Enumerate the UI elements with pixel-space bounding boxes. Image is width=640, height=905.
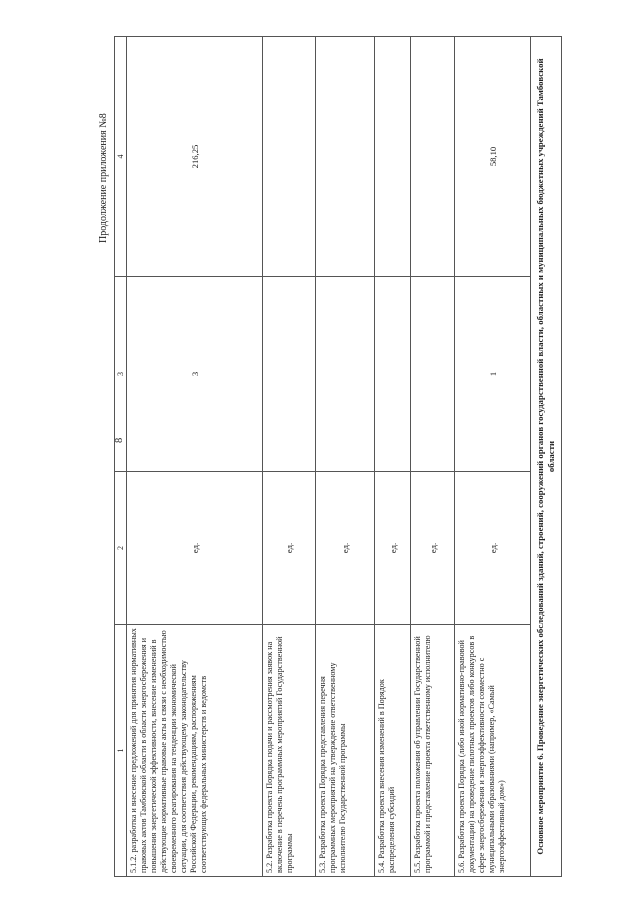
column-number: 1 — [115, 625, 127, 877]
unit-cell: ед. — [316, 472, 375, 625]
table-row — [263, 37, 316, 877]
column-number: 4 — [115, 37, 127, 277]
value-cell — [316, 277, 375, 472]
amount-cell — [263, 37, 316, 277]
table-row — [455, 37, 531, 877]
measures-table — [114, 36, 562, 877]
unit-cell: ед. — [411, 472, 455, 625]
value-cell — [263, 277, 316, 472]
value-cell — [375, 277, 411, 472]
column-number: 3 — [115, 277, 127, 472]
measure-text: 5.6. Разработка проекта Порядка (либо иной нормативно-правовой документации) на проведение пилотных проектов либо конкурсов в сфере энергосбережения и энергоэффективности совместно с муниципальными образованиями (например, «Самый энергоэффективный дом») — [455, 625, 531, 877]
value-cell: 1 — [455, 277, 531, 472]
table-row — [411, 37, 455, 877]
unit-cell: ед. — [127, 472, 263, 625]
column-number-row — [115, 37, 127, 877]
value-cell — [411, 277, 455, 472]
measure-text: 5.3. Разработка проекта Порядка представления перечня программных мероприятий на утверждение ответственному исполнителю Государственной программы — [316, 625, 375, 877]
column-number: 2 — [115, 472, 127, 625]
amount-cell: 58,10 — [455, 37, 531, 277]
measure-text: 5.5. Разработка проекта положения об управлении Государственной программой и представление проекта ответственному исполнителю — [411, 625, 455, 877]
unit-cell: ед. — [263, 472, 316, 625]
table-row — [316, 37, 375, 877]
measure-text: 5.2. Разработка проекта Порядка подачи и рассмотрения заявок на включение в перечень программных мероприятий Государственной программы — [263, 625, 316, 877]
table-row — [127, 37, 263, 877]
amount-cell: 216,25 — [127, 37, 263, 277]
section-title: Основное мероприятие 6. Проведение энергетических обследований зданий, строений, сооружений органов государственной власти, областных и муниципальных бюджетных учреждений Тамбовской области — [531, 37, 562, 877]
measure-text: 5.4. Разработка проекта внесения изменений в Порядок распределения субсидий — [375, 625, 411, 877]
value-cell: 3 — [127, 277, 263, 472]
amount-cell — [411, 37, 455, 277]
amount-cell — [316, 37, 375, 277]
table-row — [375, 37, 411, 877]
page-number: 8 — [114, 437, 125, 443]
unit-cell: ед. — [455, 472, 531, 625]
continuation-label: Продолжение приложения №8 — [98, 113, 109, 243]
section-row — [531, 37, 562, 877]
amount-cell — [375, 37, 411, 277]
unit-cell: ед. — [375, 472, 411, 625]
measure-text: 5.1.2. разработка и внесение предложений для принятия нормативных правовых актов Тамбовской области в области энергосбережения и повышения энергетической эффективности, внесение изменений в действующие нормативные правовые акты в связи с необходимостью своевременного реагирования на тенденции экономической ситуации, для соответствия действующему законодательству Российской Федерации, рекомендациям, распоряжениям соответствующих федеральных министерств и ведомств — [127, 625, 263, 877]
